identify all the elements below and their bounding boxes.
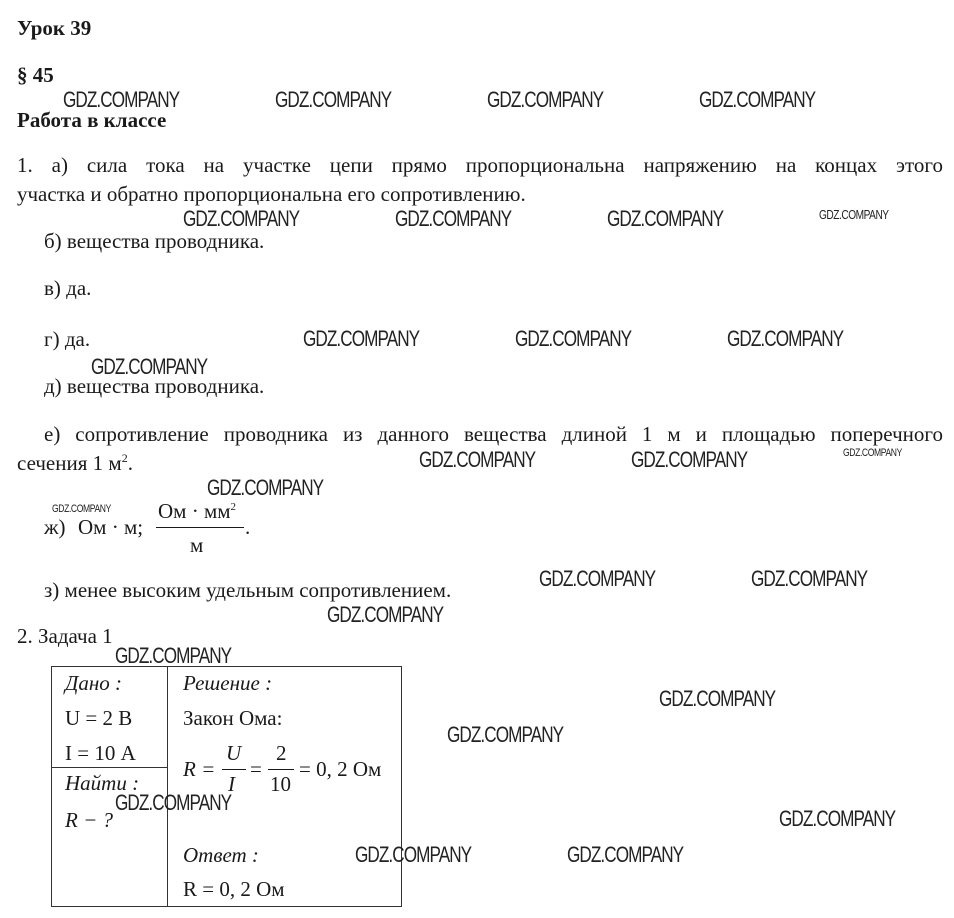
watermark: GDZ.COMPANY — [327, 602, 444, 627]
watermark: GDZ.COMPANY — [183, 206, 300, 231]
formula-10: 10 — [270, 772, 291, 796]
find-label: Найти : — [65, 771, 140, 795]
q1-g: г) да. — [44, 327, 91, 351]
formula-eq: = — [250, 757, 262, 781]
formula-I: I — [228, 772, 235, 796]
q1-zh-denominator: м — [190, 533, 204, 557]
watermark: GDZ.COMPANY — [607, 206, 724, 231]
watermark: GDZ.COMPANY — [447, 722, 564, 747]
table-bottom-border — [51, 906, 402, 907]
watermark: GDZ.COMPANY — [303, 326, 420, 351]
find-R: R − ? — [65, 808, 113, 832]
formula-U: U — [226, 741, 242, 765]
section-title: Работа в классе — [17, 108, 167, 132]
watermark: GDZ.COMPANY — [567, 842, 684, 867]
watermark: GDZ.COMPANY — [843, 447, 902, 459]
table-row-divider — [51, 767, 168, 768]
q1-a-line1: 1. а) сила тока на участке цепи прямо пропорциональна напряжению на концах этого — [17, 153, 943, 177]
watermark: GDZ.COMPANY — [539, 566, 656, 591]
q1-a-line2: участка и обратно пропорциональна его сопротивлению. — [17, 182, 526, 206]
q1-v: в) да. — [44, 276, 92, 300]
table-right-border — [401, 666, 402, 907]
answer-value: R = 0, 2 Ом — [183, 877, 285, 901]
watermark: GDZ.COMPANY — [515, 326, 632, 351]
given-label: Дано : — [65, 671, 123, 695]
watermark: GDZ.COMPANY — [419, 447, 536, 472]
q2-title: 2. Задача 1 — [17, 624, 113, 648]
formula-fraction-2-10 — [268, 741, 294, 799]
solution-label: Решение : — [183, 671, 273, 695]
watermark: GDZ.COMPANY — [487, 87, 604, 112]
lesson-title: Урок 39 — [17, 16, 92, 40]
watermark: GDZ.COMPANY — [63, 87, 180, 112]
q1-e-line1: е) сопротивление проводника из данного вещества длиной 1 м и площадью поперечного — [44, 422, 943, 446]
q1-z: з) менее высоким удельным сопротивлением. — [44, 578, 452, 602]
q1-e-line2: сечения 1 $м^2$. — [17, 451, 133, 475]
given-I: I = 10 А — [65, 741, 136, 765]
watermark: GDZ.COMPANY — [52, 503, 111, 515]
ohm-law-label: Закон Ома: — [183, 706, 283, 730]
watermark: GDZ.COMPANY — [779, 806, 896, 831]
paragraph-number: § 45 — [17, 63, 54, 87]
formula-2: 2 — [276, 741, 287, 765]
q1-zh-fraction — [156, 499, 244, 559]
q1-zh-prefix: ж) — [44, 515, 66, 539]
table-column-divider — [167, 666, 168, 907]
fraction-bar — [156, 527, 244, 528]
watermark: GDZ.COMPANY — [751, 566, 868, 591]
q1-b: б) вещества проводника. — [44, 229, 265, 253]
watermark: GDZ.COMPANY — [207, 475, 324, 500]
watermark: GDZ.COMPANY — [115, 643, 232, 668]
given-U: U = 2 В — [65, 706, 133, 730]
watermark: GDZ.COMPANY — [115, 790, 232, 815]
watermark: GDZ.COMPANY — [659, 686, 776, 711]
formula-result: = 0, 2 Ом — [299, 757, 382, 781]
q1-zh-numerator: Ом · $мм^2$ — [158, 499, 237, 523]
watermark: GDZ.COMPANY — [355, 842, 472, 867]
watermark: GDZ.COMPANY — [631, 447, 748, 472]
fraction-bar — [268, 769, 294, 770]
watermark: GDZ.COMPANY — [91, 354, 208, 379]
formula-R: R = — [183, 757, 216, 781]
fraction-bar — [222, 769, 246, 770]
table-left-border — [51, 666, 52, 907]
q1-zh-unit: Ом · м; — [78, 515, 144, 539]
watermark: GDZ.COMPANY — [699, 87, 816, 112]
watermark: GDZ.COMPANY — [727, 326, 844, 351]
q1-d: д) вещества проводника. — [44, 374, 265, 398]
answer-label: Ответ : — [183, 843, 259, 867]
watermark: GDZ.COMPANY — [275, 87, 392, 112]
q1-zh-end: . — [245, 515, 251, 539]
watermark: GDZ.COMPANY — [395, 206, 512, 231]
watermark: GDZ.COMPANY — [819, 207, 889, 222]
